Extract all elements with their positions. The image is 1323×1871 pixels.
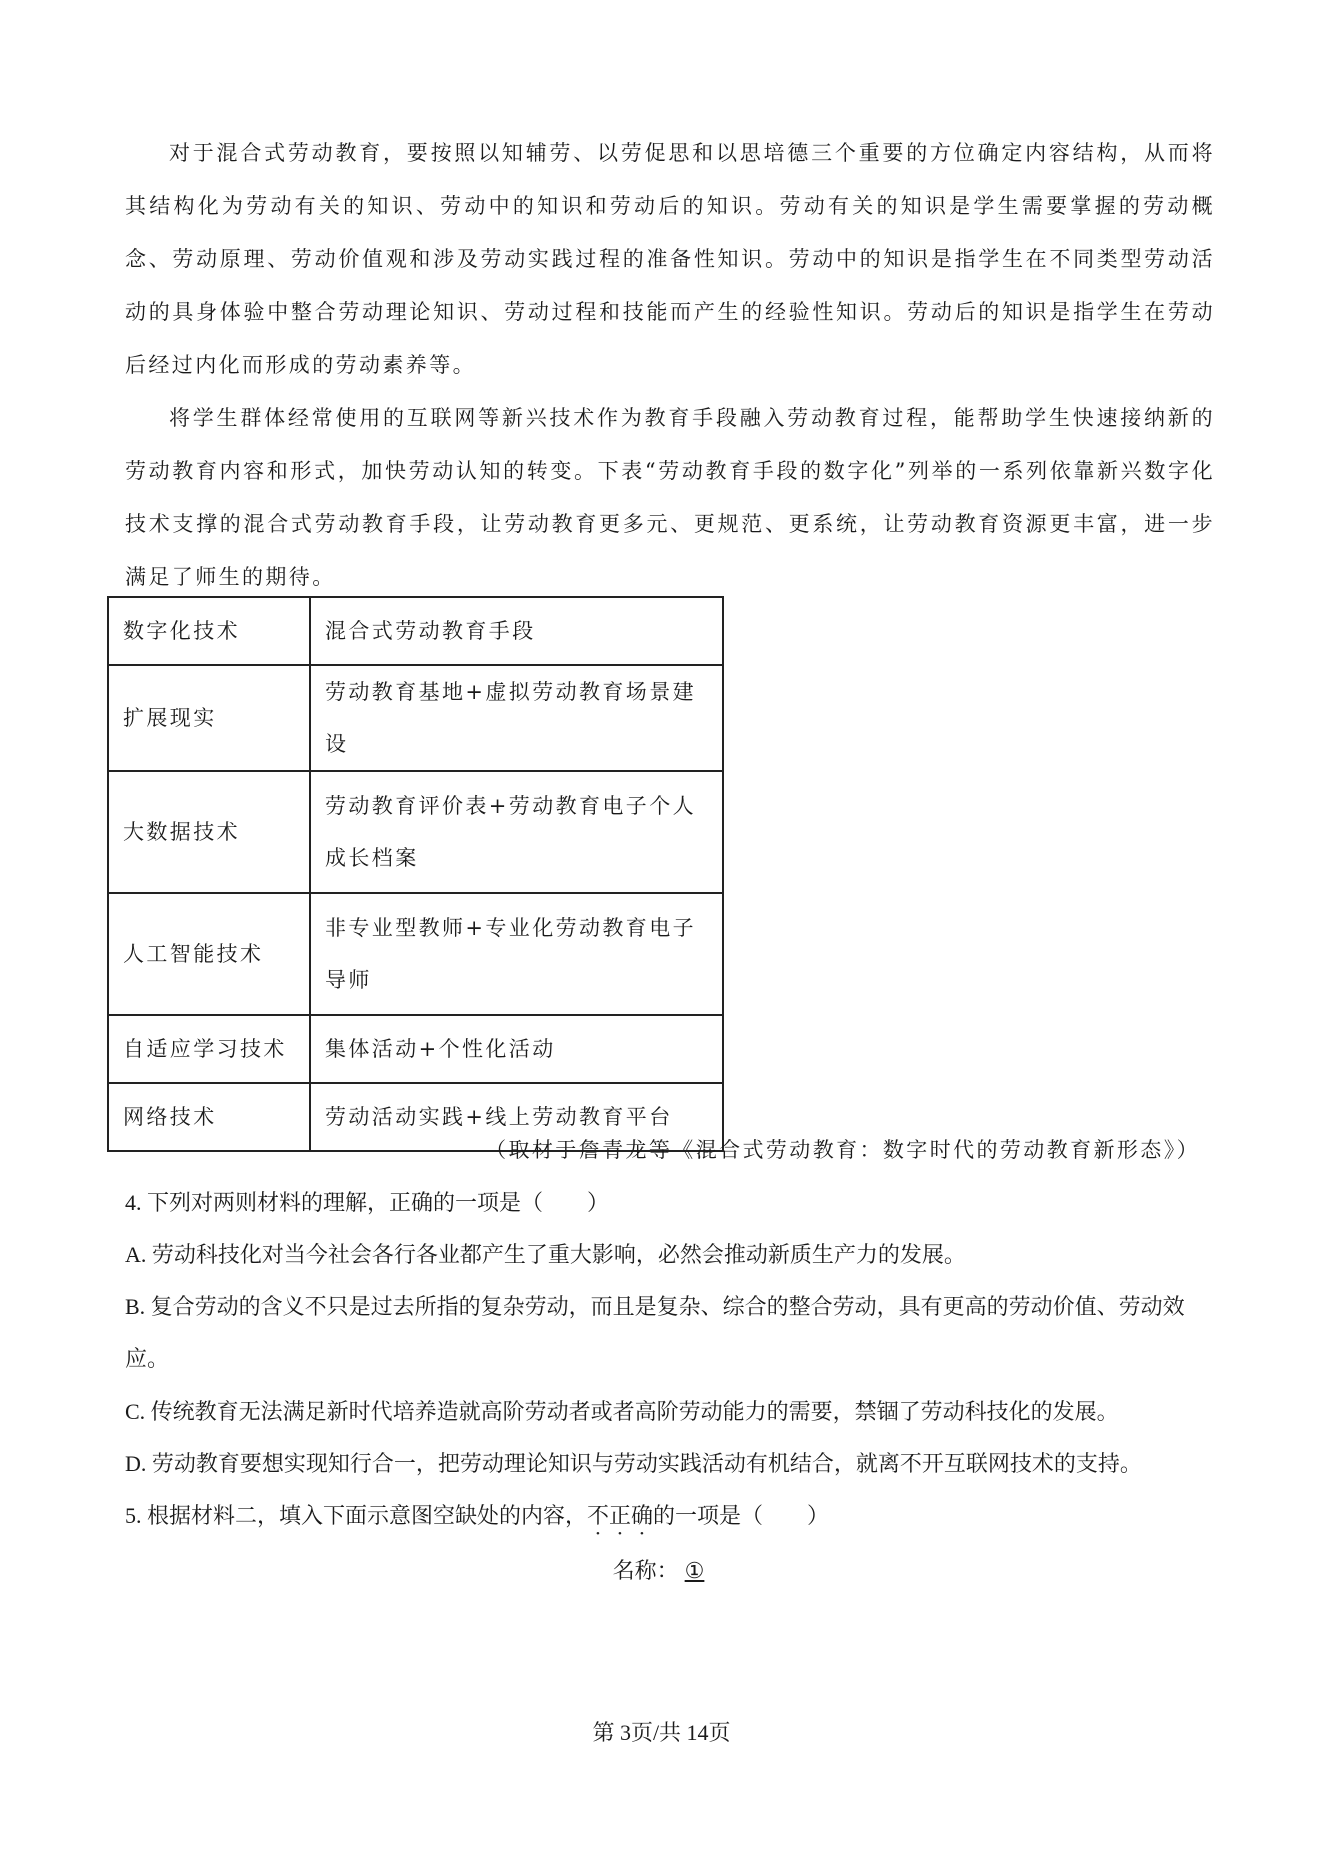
table-cell-means: 非专业型教师+专业化劳动教育电子导师 [310,893,723,1015]
page-footer: 第 3页/共 14页 [592,1720,731,1745]
question-5-stem [125,1490,1215,1542]
digital-tech-table [107,596,724,1152]
table-cell-tech: 人工智能技术 [108,893,310,1015]
table-row [108,771,723,893]
table-cell-means: 劳动教育评价表+劳动教育电子个人成长档案 [310,771,723,893]
table-cell-means: 集体活动+个性化活动 [310,1015,723,1083]
question-4-option-c[interactable]: C. 传统教育无法满足新时代培养造就高阶劳动者或者高阶劳动能力的需要，禁锢了劳动科技化的发展。 [125,1399,1119,1424]
passage-paragraph-2: 将学生群体经常使用的互联网等新兴技术作为教育手段融入劳动教育过程，能帮助学生快速接纳新的劳动教育内容和形式，加快劳动认知的转变。下表“劳动教育手段的数字化”列举的一系列依靠新兴数字化技术支撑的混合式劳动教育手段，让劳动教育更多元、更规范、更系统，让劳动教育资源更丰富，进一步满足了师生的期待。 [125,406,1215,589]
table-header-cell: 混合式劳动教育手段 [310,597,723,665]
source-citation: （取材于詹青龙等《混合式劳动教育：数字时代的劳动教育新形态》） [485,1138,1200,1162]
table-cell-tech: 网络技术 [108,1083,310,1151]
diagram-name-line [0,1549,1323,1593]
table-row [108,1015,723,1083]
question-4-option-a[interactable]: A. 劳动科技化对当今社会各行各业都产生了重大影响，必然会推动新质生产力的发展。 [125,1242,966,1267]
question-5-stem-before: 5. 根据材料二，填入下面示意图空缺处的内容， [125,1503,588,1528]
table-cell-means: 劳动教育基地+虚拟劳动教育场景建设 [310,665,723,771]
table-row [108,893,723,1015]
table-header-cell: 数字化技术 [108,597,310,665]
question-4-stem: 4. 下列对两则材料的理解，正确的一项是（ ） [125,1190,610,1215]
question-5-emphasis: 不正确 [587,1503,654,1528]
table-cell-tech: 扩展现实 [108,665,310,771]
table-cell-tech: 大数据技术 [108,771,310,893]
diagram-name-label: 名称： [612,1558,679,1583]
question-4-option-d[interactable]: D. 劳动教育要想实现知行合一，把劳动理论知识与劳动实践活动有机结合，就离不开互联网技术的支持。 [125,1451,1142,1476]
table-row [108,665,723,771]
table-cell-tech: 自适应学习技术 [108,1015,310,1083]
table-cell-means: 劳动活动实践+线上劳动教育平台 [310,1083,723,1151]
question-5-stem-after: 的一项是（ ） [653,1503,830,1528]
question-4-option-b[interactable]: B. 复合劳动的含义不只是过去所指的复杂劳动，而且是复杂、综合的整合劳动，具有更高的劳动价值、劳动效应。 [125,1294,1185,1371]
diagram-blank-1: ① [684,1558,705,1583]
passage-paragraph-1: 对于混合式劳动教育，要按照以知辅劳、以劳促思和以思培德三个重要的方位确定内容结构，从而将其结构化为劳动有关的知识、劳动中的知识和劳动后的知识。劳动有关的知识是学生需要掌握的劳动概念、劳动原理、劳动价值观和涉及劳动实践过程的准备性知识。劳动中的知识是指学生在不同类型劳动活动的具身体验中整合劳动理论知识、劳动过程和技能而产生的经验性知识。劳动后的知识是指学生在劳动后经过内化而形成的劳动素养等。 [125,141,1215,377]
table-header-row [108,597,723,665]
